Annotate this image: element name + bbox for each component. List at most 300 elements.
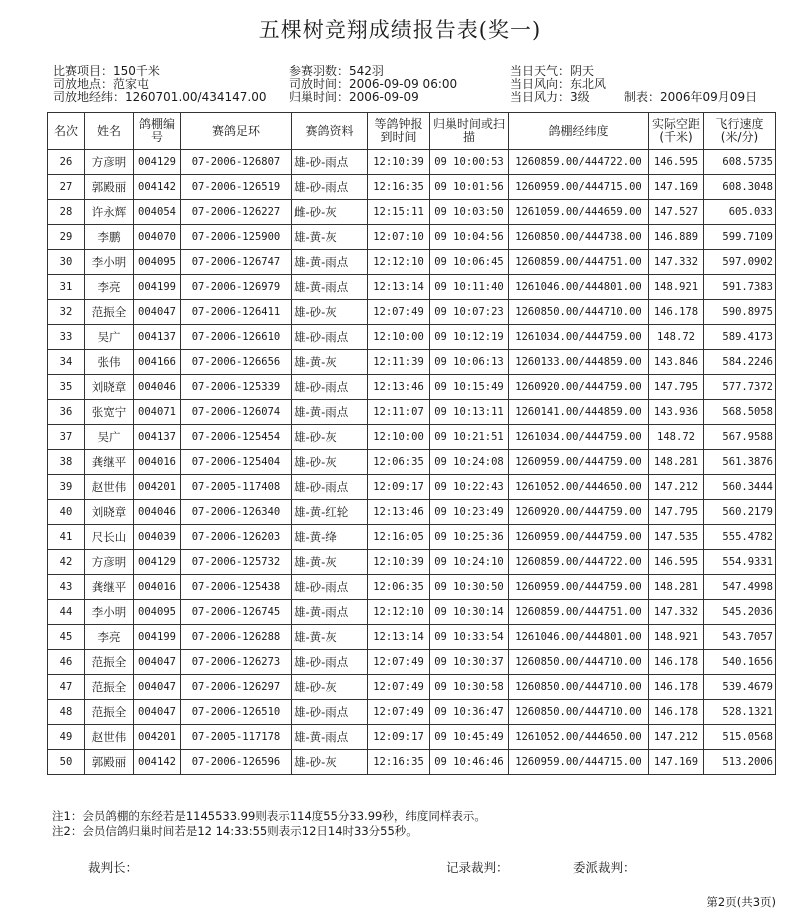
table-row: [48, 150, 776, 175]
cell-clock: 12:13:14: [368, 625, 430, 650]
cell-rank: 46: [48, 650, 85, 675]
header-clock: 等鸽钟报到时间: [368, 113, 430, 150]
cell-info: 雄-砂-灰: [292, 450, 368, 475]
cell-clock: 12:07:49: [368, 700, 430, 725]
cell-info: 雄-砂-雨点: [292, 575, 368, 600]
cell-distance: 147.212: [649, 725, 704, 750]
cell-loft: 004070: [134, 225, 181, 250]
cell-loft: 004047: [134, 300, 181, 325]
cell-clock: 12:07:10: [368, 225, 430, 250]
cell-clock: 12:11:39: [368, 350, 430, 375]
header-rank: 名次: [48, 113, 85, 150]
results-table: [47, 112, 776, 775]
header-return: 归巢时间或扫描: [430, 113, 509, 150]
cell-rank: 45: [48, 625, 85, 650]
cell-coords: 1260859.00/444751.00: [509, 600, 649, 625]
cell-clock: 12:12:10: [368, 600, 430, 625]
table-row: [48, 350, 776, 375]
table-header-row: [48, 113, 776, 150]
cell-return: 09 10:22:43: [430, 475, 509, 500]
cell-rank: 31: [48, 275, 85, 300]
cell-name: 方彦明: [85, 150, 134, 175]
cell-clock: 12:10:39: [368, 150, 430, 175]
cell-ring: 07-2006-126519: [181, 175, 292, 200]
cell-loft: 004047: [134, 650, 181, 675]
cell-ring: 07-2006-126074: [181, 400, 292, 425]
cell-return: 09 10:45:49: [430, 725, 509, 750]
return-time: 归巢时间：2006-09-09: [289, 90, 419, 104]
cell-loft: 004071: [134, 400, 181, 425]
table-row: [48, 625, 776, 650]
release-place: 司放地点：范家屯: [53, 77, 150, 91]
cell-rank: 50: [48, 750, 85, 775]
cell-name: 范振全: [85, 300, 134, 325]
cell-ring: 07-2006-126340: [181, 500, 292, 525]
cell-return: 09 10:12:19: [430, 325, 509, 350]
cell-loft: 004201: [134, 475, 181, 500]
cell-name: 赵世伟: [85, 475, 134, 500]
cell-coords: 1260920.00/444759.00: [509, 375, 649, 400]
cell-distance: 146.178: [649, 300, 704, 325]
cell-distance: 147.527: [649, 200, 704, 225]
cell-rank: 42: [48, 550, 85, 575]
cell-name: 尺长山: [85, 525, 134, 550]
cell-return: 09 10:06:13: [430, 350, 509, 375]
cell-rank: 41: [48, 525, 85, 550]
cell-return: 09 10:36:47: [430, 700, 509, 725]
cell-clock: 12:06:35: [368, 450, 430, 475]
table-row: [48, 425, 776, 450]
cell-info: 雄-砂-雨点: [292, 700, 368, 725]
cell-return: 09 10:07:23: [430, 300, 509, 325]
cell-speed: 608.3048: [704, 175, 776, 200]
cell-distance: 147.169: [649, 175, 704, 200]
cell-speed: 590.8975: [704, 300, 776, 325]
cell-distance: 147.332: [649, 600, 704, 625]
cell-return: 09 10:13:11: [430, 400, 509, 425]
cell-distance: 146.889: [649, 225, 704, 250]
cell-info: 雄-砂-灰: [292, 675, 368, 700]
cell-info: 雄-黄-灰: [292, 625, 368, 650]
cell-clock: 12:13:46: [368, 375, 430, 400]
cell-ring: 07-2006-126227: [181, 200, 292, 225]
cell-name: 刘晓章: [85, 500, 134, 525]
header-speed: 飞行速度(米/分): [704, 113, 776, 150]
cell-distance: 147.535: [649, 525, 704, 550]
cell-coords: 1260920.00/444759.00: [509, 500, 649, 525]
cell-info: 雄-黄-红轮: [292, 500, 368, 525]
cell-name: 吴广: [85, 425, 134, 450]
cell-loft: 004047: [134, 675, 181, 700]
cell-return: 09 10:30:50: [430, 575, 509, 600]
cell-info: 雄-砂-灰: [292, 425, 368, 450]
cell-ring: 07-2006-125454: [181, 425, 292, 450]
cell-loft: 004016: [134, 575, 181, 600]
cell-clock: 12:16:05: [368, 525, 430, 550]
cell-ring: 07-2006-126411: [181, 300, 292, 325]
cell-info: 雄-砂-雨点: [292, 150, 368, 175]
cell-coords: 1260959.00/444759.00: [509, 575, 649, 600]
cell-info: 雄-黄-灰: [292, 350, 368, 375]
cell-return: 09 10:30:37: [430, 650, 509, 675]
cell-name: 范振全: [85, 650, 134, 675]
table-row: [48, 325, 776, 350]
cell-name: 龚继平: [85, 575, 134, 600]
cell-speed: 554.9331: [704, 550, 776, 575]
cell-rank: 35: [48, 375, 85, 400]
cell-info: 雄-砂-雨点: [292, 650, 368, 675]
cell-coords: 1261059.00/444659.00: [509, 200, 649, 225]
cell-return: 09 10:24:08: [430, 450, 509, 475]
cell-speed: 599.7109: [704, 225, 776, 250]
cell-speed: 528.1321: [704, 700, 776, 725]
cell-return: 09 10:24:10: [430, 550, 509, 575]
cell-distance: 147.169: [649, 750, 704, 775]
cell-speed: 543.7057: [704, 625, 776, 650]
cell-coords: 1260959.00/444759.00: [509, 450, 649, 475]
cell-clock: 12:10:00: [368, 425, 430, 450]
cell-clock: 12:07:49: [368, 300, 430, 325]
cell-rank: 38: [48, 450, 85, 475]
header-loft: 鸽棚编号: [134, 113, 181, 150]
cell-name: 李亮: [85, 625, 134, 650]
cell-rank: 36: [48, 400, 85, 425]
wind-force: 当日风力：3级: [510, 90, 590, 104]
signature-recorder: 记录裁判：: [446, 860, 509, 875]
cell-speed: 589.4173: [704, 325, 776, 350]
cell-name: 许永辉: [85, 200, 134, 225]
table-row: [48, 550, 776, 575]
cell-speed: 547.4998: [704, 575, 776, 600]
cell-return: 09 10:11:40: [430, 275, 509, 300]
cell-speed: 597.0902: [704, 250, 776, 275]
cell-speed: 515.0568: [704, 725, 776, 750]
cell-coords: 1261034.00/444759.00: [509, 325, 649, 350]
cell-loft: 004142: [134, 175, 181, 200]
cell-ring: 07-2006-126610: [181, 325, 292, 350]
cell-ring: 07-2006-125900: [181, 225, 292, 250]
cell-speed: 545.2036: [704, 600, 776, 625]
table-row: [48, 675, 776, 700]
table-row: [48, 475, 776, 500]
cell-distance: 147.332: [649, 250, 704, 275]
table-row: [48, 275, 776, 300]
cell-name: 范振全: [85, 675, 134, 700]
cell-clock: 12:07:49: [368, 650, 430, 675]
cell-rank: 26: [48, 150, 85, 175]
note-1: 注1：会员鸽棚的东经若是1145533.99则表示114度55分33.99秒，纬度同样表示。: [52, 809, 486, 823]
cell-coords: 1260141.00/444859.00: [509, 400, 649, 425]
cell-distance: 148.72: [649, 325, 704, 350]
cell-ring: 07-2006-126203: [181, 525, 292, 550]
cell-distance: 148.921: [649, 275, 704, 300]
cell-rank: 37: [48, 425, 85, 450]
cell-ring: 07-2006-126288: [181, 625, 292, 650]
cell-coords: 1260850.00/444738.00: [509, 225, 649, 250]
cell-speed: 539.4679: [704, 675, 776, 700]
cell-clock: 12:16:35: [368, 750, 430, 775]
cell-info: 雄-黄-雨点: [292, 600, 368, 625]
cell-name: 吴广: [85, 325, 134, 350]
cell-return: 09 10:46:46: [430, 750, 509, 775]
cell-info: 雄-砂-雨点: [292, 175, 368, 200]
cell-distance: 143.936: [649, 400, 704, 425]
cell-ring: 07-2006-126747: [181, 250, 292, 275]
cell-rank: 34: [48, 350, 85, 375]
table-row: [48, 725, 776, 750]
cell-loft: 004142: [134, 750, 181, 775]
cell-distance: 146.178: [649, 650, 704, 675]
cell-clock: 12:12:10: [368, 250, 430, 275]
cell-return: 09 10:03:50: [430, 200, 509, 225]
cell-coords: 1260850.00/444710.00: [509, 300, 649, 325]
cell-coords: 1260850.00/444710.00: [509, 675, 649, 700]
cell-ring: 07-2006-125404: [181, 450, 292, 475]
cell-ring: 07-2006-125732: [181, 550, 292, 575]
cell-distance: 148.281: [649, 575, 704, 600]
cell-ring: 07-2006-126807: [181, 150, 292, 175]
cell-coords: 1260133.00/444859.00: [509, 350, 649, 375]
report-title: 五棵树竞翔成绩报告表(奖一): [258, 18, 542, 42]
cell-ring: 07-2006-126656: [181, 350, 292, 375]
cell-coords: 1261052.00/444650.00: [509, 475, 649, 500]
header-name: 姓名: [85, 113, 134, 150]
cell-speed: 584.2246: [704, 350, 776, 375]
cell-return: 09 10:01:56: [430, 175, 509, 200]
cell-rank: 32: [48, 300, 85, 325]
cell-return: 09 10:25:36: [430, 525, 509, 550]
cell-loft: 004199: [134, 275, 181, 300]
cell-ring: 07-2005-117178: [181, 725, 292, 750]
cell-info: 雄-黄-灰: [292, 550, 368, 575]
cell-distance: 143.846: [649, 350, 704, 375]
cell-return: 09 10:30:14: [430, 600, 509, 625]
cell-loft: 004137: [134, 425, 181, 450]
cell-rank: 43: [48, 575, 85, 600]
cell-clock: 12:10:00: [368, 325, 430, 350]
cell-clock: 12:09:17: [368, 475, 430, 500]
cell-distance: 148.921: [649, 625, 704, 650]
cell-speed: 560.2179: [704, 500, 776, 525]
wind-direction: 当日风向：东北风: [510, 77, 607, 91]
cell-clock: 12:07:49: [368, 675, 430, 700]
cell-loft: 004095: [134, 250, 181, 275]
table-row: [48, 575, 776, 600]
made-date: 制表：2006年09月09日: [624, 90, 758, 104]
cell-rank: 39: [48, 475, 85, 500]
table-row: [48, 250, 776, 275]
race-item: 比赛项目：150千米: [53, 64, 160, 78]
cell-speed: 608.5735: [704, 150, 776, 175]
header-info: 赛鸽资料: [292, 113, 368, 150]
cell-name: 龚继平: [85, 450, 134, 475]
cell-distance: 146.595: [649, 150, 704, 175]
cell-speed: 577.7372: [704, 375, 776, 400]
cell-loft: 004046: [134, 375, 181, 400]
cell-coords: 1260859.00/444751.00: [509, 250, 649, 275]
cell-return: 09 10:30:58: [430, 675, 509, 700]
cell-info: 雄-黄-雨点: [292, 275, 368, 300]
cell-distance: 146.595: [649, 550, 704, 575]
cell-loft: 004046: [134, 500, 181, 525]
cell-name: 李亮: [85, 275, 134, 300]
cell-return: 09 10:33:54: [430, 625, 509, 650]
cell-info: 雄-黄-雨点: [292, 250, 368, 275]
cell-coords: 1260959.00/444715.00: [509, 750, 649, 775]
page-number: 第2页(共3页): [706, 895, 776, 909]
cell-name: 张宽宁: [85, 400, 134, 425]
cell-speed: 560.3444: [704, 475, 776, 500]
cell-coords: 1261046.00/444801.00: [509, 275, 649, 300]
table-row: [48, 700, 776, 725]
cell-rank: 49: [48, 725, 85, 750]
cell-loft: 004016: [134, 450, 181, 475]
table-row: [48, 650, 776, 675]
cell-info: 雄-砂-灰: [292, 300, 368, 325]
cell-speed: 513.2006: [704, 750, 776, 775]
cell-return: 09 10:23:49: [430, 500, 509, 525]
cell-speed: 605.033: [704, 200, 776, 225]
cell-clock: 12:15:11: [368, 200, 430, 225]
cell-return: 09 10:21:51: [430, 425, 509, 450]
cell-distance: 148.72: [649, 425, 704, 450]
cell-name: 李小明: [85, 250, 134, 275]
cell-rank: 47: [48, 675, 85, 700]
cell-coords: 1260859.00/444722.00: [509, 150, 649, 175]
cell-info: 雄-黄-灰: [292, 225, 368, 250]
cell-ring: 07-2006-126745: [181, 600, 292, 625]
cell-name: 李鹏: [85, 225, 134, 250]
cell-coords: 1261046.00/444801.00: [509, 625, 649, 650]
cell-coords: 1260850.00/444710.00: [509, 700, 649, 725]
cell-coords: 1260850.00/444710.00: [509, 650, 649, 675]
cell-clock: 12:13:46: [368, 500, 430, 525]
table-row: [48, 375, 776, 400]
cell-loft: 004137: [134, 325, 181, 350]
cell-return: 09 10:06:45: [430, 250, 509, 275]
cell-distance: 146.178: [649, 700, 704, 725]
cell-info: 雌-砂-灰: [292, 200, 368, 225]
cell-coords: 1260959.00/444759.00: [509, 525, 649, 550]
cell-rank: 28: [48, 200, 85, 225]
header-coords: 鸽棚经纬度: [509, 113, 649, 150]
cell-loft: 004039: [134, 525, 181, 550]
cell-rank: 33: [48, 325, 85, 350]
cell-ring: 07-2006-125339: [181, 375, 292, 400]
cell-coords: 1260859.00/444722.00: [509, 550, 649, 575]
cell-coords: 1261034.00/444759.00: [509, 425, 649, 450]
cell-clock: 12:09:17: [368, 725, 430, 750]
table-row: [48, 300, 776, 325]
table-row: [48, 600, 776, 625]
release-coords: 司放地经纬：1260701.00/434147.00: [53, 90, 267, 104]
cell-info: 雄-砂-雨点: [292, 475, 368, 500]
cell-name: 张伟: [85, 350, 134, 375]
cell-info: 雄-砂-雨点: [292, 375, 368, 400]
cell-distance: 147.212: [649, 475, 704, 500]
note-2: 注2：会员信鸽归巢时间若是12 14:33:55则表示12日14时33分55秒。: [52, 824, 418, 838]
cell-ring: 07-2006-126596: [181, 750, 292, 775]
cell-name: 李小明: [85, 600, 134, 625]
cell-return: 09 10:04:56: [430, 225, 509, 250]
cell-distance: 148.281: [649, 450, 704, 475]
cell-info: 雄-黄-绛: [292, 525, 368, 550]
cell-speed: 561.3876: [704, 450, 776, 475]
cell-return: 09 10:15:49: [430, 375, 509, 400]
cell-clock: 12:13:14: [368, 275, 430, 300]
cell-distance: 147.795: [649, 500, 704, 525]
table-row: [48, 525, 776, 550]
cell-clock: 12:06:35: [368, 575, 430, 600]
table-row: [48, 175, 776, 200]
cell-ring: 07-2005-117408: [181, 475, 292, 500]
entries-count: 参赛羽数：542羽: [289, 64, 384, 78]
cell-name: 刘晓章: [85, 375, 134, 400]
cell-name: 郭殿丽: [85, 750, 134, 775]
cell-loft: 004129: [134, 550, 181, 575]
cell-name: 方彦明: [85, 550, 134, 575]
table-row: [48, 450, 776, 475]
signature-chief: 裁判长：: [88, 860, 139, 875]
cell-speed: 540.1656: [704, 650, 776, 675]
cell-ring: 07-2006-125438: [181, 575, 292, 600]
weather: 当日天气：阴天: [510, 64, 595, 78]
cell-info: 雄-砂-雨点: [292, 325, 368, 350]
cell-rank: 44: [48, 600, 85, 625]
table-row: [48, 200, 776, 225]
cell-loft: 004201: [134, 725, 181, 750]
cell-ring: 07-2006-126510: [181, 700, 292, 725]
cell-coords: 1261052.00/444650.00: [509, 725, 649, 750]
cell-clock: 12:10:39: [368, 550, 430, 575]
cell-rank: 29: [48, 225, 85, 250]
cell-coords: 1260959.00/444715.00: [509, 175, 649, 200]
cell-info: 雄-砂-灰: [292, 750, 368, 775]
cell-return: 09 10:00:53: [430, 150, 509, 175]
signature-assigned: 委派裁判：: [573, 860, 636, 875]
table-row: [48, 225, 776, 250]
cell-name: 赵世伟: [85, 725, 134, 750]
header-ring: 赛鸽足环: [181, 113, 292, 150]
cell-speed: 567.9588: [704, 425, 776, 450]
table-row: [48, 500, 776, 525]
cell-info: 雄-黄-雨点: [292, 400, 368, 425]
cell-loft: 004199: [134, 625, 181, 650]
table-row: [48, 400, 776, 425]
table-row: [48, 750, 776, 775]
cell-speed: 555.4782: [704, 525, 776, 550]
cell-name: 郭殿丽: [85, 175, 134, 200]
cell-distance: 147.795: [649, 375, 704, 400]
cell-ring: 07-2006-126979: [181, 275, 292, 300]
cell-distance: 146.178: [649, 675, 704, 700]
cell-rank: 48: [48, 700, 85, 725]
cell-ring: 07-2006-126297: [181, 675, 292, 700]
cell-clock: 12:16:35: [368, 175, 430, 200]
cell-loft: 004095: [134, 600, 181, 625]
cell-ring: 07-2006-126273: [181, 650, 292, 675]
cell-loft: 004129: [134, 150, 181, 175]
cell-rank: 30: [48, 250, 85, 275]
cell-rank: 27: [48, 175, 85, 200]
cell-speed: 591.7383: [704, 275, 776, 300]
cell-loft: 004054: [134, 200, 181, 225]
cell-loft: 004047: [134, 700, 181, 725]
cell-clock: 12:11:07: [368, 400, 430, 425]
cell-speed: 568.5058: [704, 400, 776, 425]
cell-info: 雄-黄-雨点: [292, 725, 368, 750]
cell-name: 范振全: [85, 700, 134, 725]
